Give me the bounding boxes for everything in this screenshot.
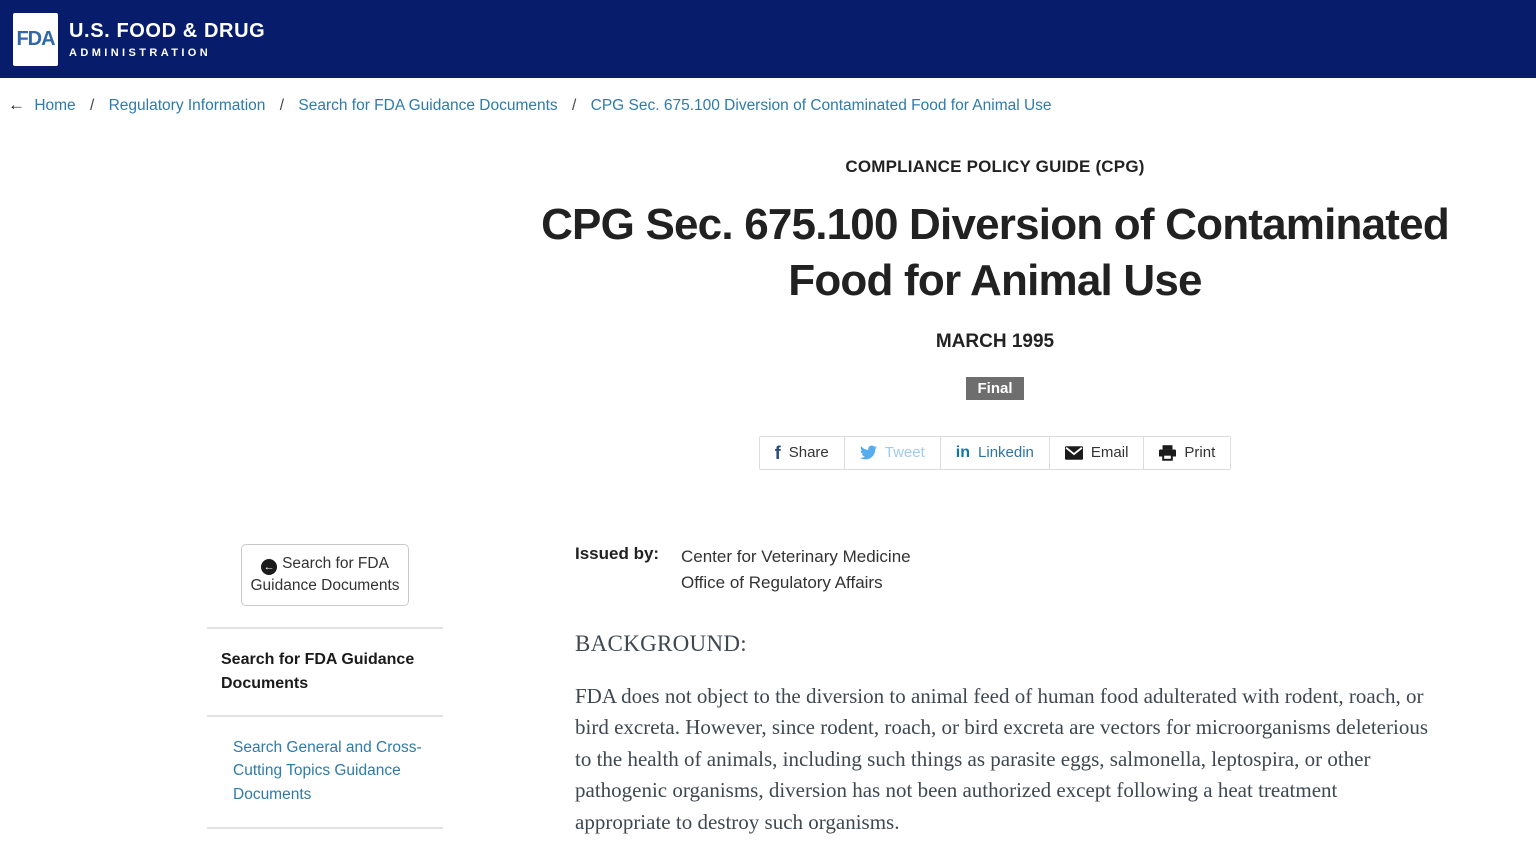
linkedin-icon: in bbox=[955, 443, 971, 461]
page-title-line1: CPG Sec. 675.100 Diversion of Contaminated bbox=[541, 200, 1449, 249]
issued-by-org-2: Office of Regulatory Affairs bbox=[681, 572, 883, 592]
share-email-button[interactable] bbox=[1050, 437, 1145, 469]
fda-logo[interactable] bbox=[13, 13, 265, 66]
breadcrumb-separator: / bbox=[572, 97, 577, 114]
issued-by-values bbox=[681, 544, 911, 596]
brand-line1: U.S. FOOD & DRUG bbox=[69, 19, 266, 42]
share-bar-wrap bbox=[455, 436, 1535, 470]
background-paragraph: FDA does not object to the diversion to animal feed of human food adulterated with rodent, roach, or bird excreta. However, since rodent, roach, or bird excreta are vectors for microorganisms deleterious to the health of animals, including such things as parasite eggs, salmonella, leptospira, or other pathogenic organisms, diversion has not been authorized except following a heat treatment appropriate to destroy such organisms. bbox=[575, 683, 1429, 834]
sidebar-divider bbox=[207, 715, 443, 717]
article-header bbox=[455, 157, 1535, 470]
share-bar bbox=[759, 436, 1232, 470]
share-linkedin-button[interactable] bbox=[941, 437, 1050, 469]
facebook-icon: f bbox=[774, 442, 781, 463]
share-twitter-label: Tweet bbox=[884, 443, 925, 461]
issued-by-org-1: Center for Veterinary Medicine bbox=[681, 546, 911, 566]
sidebar-divider bbox=[207, 827, 443, 829]
page-title-line2: Food for Animal Use bbox=[788, 256, 1202, 306]
document-date: MARCH 1995 bbox=[935, 330, 1055, 352]
site-header bbox=[0, 0, 1536, 78]
share-email-label: Email bbox=[1090, 443, 1129, 461]
breadcrumb-link-search-guidance[interactable]: Search for FDA Guidance Documents bbox=[298, 97, 558, 114]
breadcrumb-separator: / bbox=[89, 97, 95, 114]
sidebar bbox=[207, 544, 443, 830]
issued-by-label: Issued by: bbox=[575, 543, 660, 563]
share-print-label: Print bbox=[1184, 443, 1216, 461]
document-body bbox=[575, 544, 1433, 839]
status-badge: Final bbox=[966, 377, 1023, 400]
breadcrumb-link-home[interactable]: Home bbox=[34, 97, 76, 114]
page-title bbox=[455, 197, 1535, 310]
twitter-icon bbox=[860, 445, 877, 460]
sidebar-divider bbox=[207, 627, 443, 629]
circle-arrow-left-icon: ← bbox=[261, 559, 277, 575]
breadcrumb-separator: / bbox=[279, 97, 285, 114]
brand-text bbox=[69, 20, 265, 59]
search-guidance-back-button[interactable] bbox=[241, 544, 409, 606]
sidebar-nav-heading: Search for FDA Guidance Documents bbox=[221, 650, 415, 692]
search-guidance-back-label: Search for FDA Guidance Documents bbox=[250, 554, 400, 594]
issued-by-row bbox=[575, 544, 1433, 596]
document-kicker: COMPLIANCE POLICY GUIDE (CPG) bbox=[845, 157, 1145, 176]
share-print-button[interactable] bbox=[1144, 437, 1230, 469]
fda-logo-icon: FDA bbox=[13, 13, 58, 66]
background-heading: BACKGROUND: bbox=[575, 630, 747, 656]
back-arrow-icon: ← bbox=[8, 95, 25, 114]
brand-line2: ADMINISTRATION bbox=[69, 46, 212, 59]
print-icon bbox=[1159, 445, 1176, 461]
sidebar-link-general-cross-cutting[interactable]: Search General and Cross-Cutting Topics Guidance Documents bbox=[233, 738, 422, 803]
email-icon bbox=[1065, 446, 1083, 460]
breadcrumb bbox=[0, 78, 1536, 115]
share-twitter-button[interactable] bbox=[845, 437, 941, 469]
share-facebook-label: Share bbox=[788, 443, 829, 461]
breadcrumb-link-regulatory-information[interactable]: Regulatory Information bbox=[108, 97, 266, 114]
breadcrumb-link-current-page[interactable]: CPG Sec. 675.100 Diversion of Contaminated Food for Animal Use bbox=[590, 97, 1052, 114]
content-row bbox=[0, 544, 1536, 839]
share-facebook-button[interactable] bbox=[760, 437, 845, 469]
share-linkedin-label: Linkedin bbox=[978, 443, 1034, 461]
